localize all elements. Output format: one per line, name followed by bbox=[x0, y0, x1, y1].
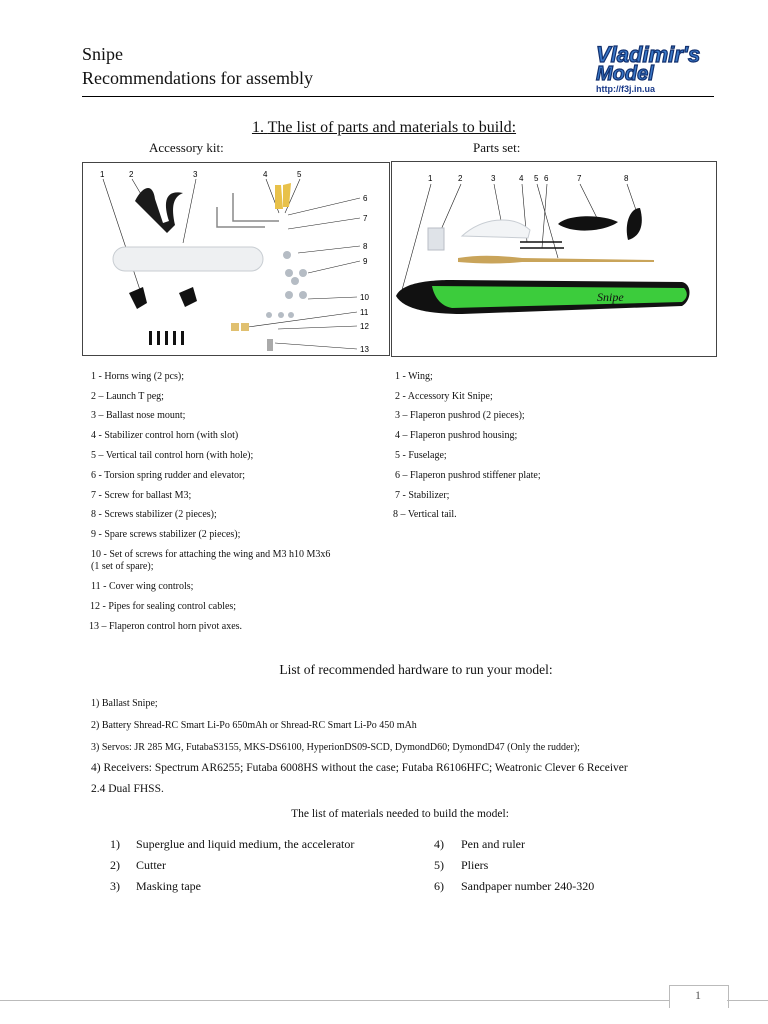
hardware-item: 2.4 Dual FHSS. bbox=[91, 783, 164, 795]
section-heading bbox=[0, 119, 768, 137]
footer-rule bbox=[727, 1000, 768, 1001]
launch-peg bbox=[135, 188, 183, 233]
hardware-item: 4) Receivers: Spectrum AR6255; Futaba 6008HS without the case; Futaba R6106HFC; Weatronic Clever 6 Receiver bbox=[91, 762, 628, 774]
list-item: 12 - Pipes for sealing control cables; bbox=[90, 601, 237, 612]
list-item: 9 - Spare screws stabilizer (2 pieces); bbox=[91, 529, 241, 540]
vertical-tail-horn bbox=[283, 183, 291, 207]
stabilizer bbox=[558, 216, 618, 230]
material-item: Pliers bbox=[461, 858, 489, 872]
torsion-spring bbox=[217, 193, 279, 227]
callout-number: 1 bbox=[428, 174, 433, 183]
doc-title: Snipe bbox=[82, 44, 124, 64]
hardware-item: 3) Servos: JR 285 MG, FutabaS3155, MKS-DS6100, HyperionDS09-SCD, DymondD60; DymondD47 (Only the rudder); bbox=[91, 742, 580, 753]
page-number: 1 bbox=[695, 988, 701, 1002]
material-number: 1) bbox=[110, 837, 120, 851]
material-number: 4) bbox=[434, 837, 444, 851]
list-item: 8 - Screws stabilizer (2 pieces); bbox=[91, 509, 217, 520]
callout-number: 3 bbox=[193, 170, 198, 179]
section-number: 1. bbox=[251, 119, 264, 136]
ballast-mount bbox=[113, 247, 263, 271]
sealing-pipes bbox=[149, 331, 184, 345]
callout-number: 4 bbox=[263, 170, 268, 179]
screws bbox=[266, 251, 307, 318]
material-item: Superglue and liquid medium, the accelerator bbox=[136, 837, 355, 851]
doc-subtitle: Recommendations for assembly bbox=[82, 68, 313, 88]
material-number: 2) bbox=[110, 858, 120, 872]
accessory-kit-list bbox=[91, 370, 391, 640]
callout-number: 11 bbox=[360, 308, 369, 317]
material-number: 3) bbox=[110, 879, 120, 893]
callout-number: 13 bbox=[360, 345, 369, 354]
materials-heading: The list of materials needed to build the model: bbox=[291, 808, 509, 820]
material-item: Pen and ruler bbox=[461, 837, 525, 851]
material-item: Cutter bbox=[136, 858, 166, 872]
footer-rule bbox=[0, 1000, 670, 1001]
callout-number: 8 bbox=[363, 242, 368, 251]
hardware-item: 1) Ballast Snipe; bbox=[91, 698, 158, 709]
list-item: 2 – Launch T peg; bbox=[91, 391, 164, 402]
list-item: 4 – Flaperon pushrod housing; bbox=[395, 430, 518, 441]
fuselage bbox=[458, 256, 654, 264]
material-number: 6) bbox=[434, 879, 444, 893]
list-item: 6 - Torsion spring rudder and elevator; bbox=[91, 470, 246, 481]
logo-url: http://f3j.in.ua bbox=[596, 84, 655, 94]
list-item: 13 – Flaperon control horn pivot axes. bbox=[89, 621, 243, 632]
stabilizer-horn bbox=[275, 185, 283, 209]
callout-number: 6 bbox=[363, 194, 368, 203]
list-item: (1 set of spare); bbox=[91, 561, 154, 572]
pivot-axes bbox=[267, 339, 273, 351]
logo-line2: Model bbox=[596, 63, 654, 85]
parts-set-photo bbox=[391, 161, 717, 357]
callout-number: 3 bbox=[491, 174, 496, 183]
callout-number: 2 bbox=[129, 170, 134, 179]
list-item: 3 – Flaperon pushrod (2 pieces); bbox=[395, 410, 525, 421]
material-item: Masking tape bbox=[136, 879, 201, 893]
accessory-kit-photo bbox=[82, 162, 390, 356]
parts-set-list bbox=[395, 370, 715, 530]
list-item: 1 - Wing; bbox=[395, 371, 433, 382]
callout-number: 12 bbox=[360, 322, 369, 331]
callout-number: 4 bbox=[519, 174, 524, 183]
accessory-kit-label: Accessory kit: bbox=[149, 140, 224, 155]
list-item: 6 – Flaperon pushrod stiffener plate; bbox=[395, 470, 541, 481]
list-item: 5 - Fuselage; bbox=[395, 450, 447, 461]
material-item: Sandpaper number 240-320 bbox=[461, 879, 595, 893]
list-item: 5 – Vertical tail control horn (with hole); bbox=[91, 450, 254, 461]
list-item: 4 - Stabilizer control horn (with slot) bbox=[91, 430, 239, 441]
callout-number: 5 bbox=[534, 174, 539, 183]
pushrod-housing bbox=[462, 220, 530, 238]
callout-number: 8 bbox=[624, 174, 629, 183]
list-item: 7 - Stabilizer; bbox=[395, 490, 450, 501]
wing-horn bbox=[179, 287, 197, 307]
fuselage-decal: Snipe bbox=[597, 290, 624, 304]
hardware-heading: List of recommended hardware to run your model: bbox=[279, 662, 553, 677]
list-item: 1 - Horns wing (2 pcs); bbox=[91, 371, 185, 382]
callout-number: 7 bbox=[577, 174, 582, 183]
wing-cover bbox=[231, 323, 239, 331]
wing-horn bbox=[129, 287, 147, 309]
parts-set-label: Parts set: bbox=[473, 140, 521, 155]
callout-number: 10 bbox=[360, 293, 369, 302]
wing-cover bbox=[241, 323, 249, 331]
accessory-bag bbox=[428, 228, 444, 250]
list-item: 8 – Vertical tail. bbox=[393, 509, 457, 520]
callout-numbers bbox=[428, 174, 629, 183]
list-item: 2 - Accessory Kit Snipe; bbox=[395, 391, 493, 402]
hardware-item: 2) Battery Shread-RC Smart Li-Po 650mAh or Shread-RC Smart Li-Po 450 mAh bbox=[91, 720, 417, 731]
callout-number: 9 bbox=[363, 257, 368, 266]
list-item: 11 - Cover wing controls; bbox=[91, 581, 194, 592]
logo-line1: Vladimir's bbox=[596, 42, 701, 67]
callout-number: 5 bbox=[297, 170, 302, 179]
callout-number: 7 bbox=[363, 214, 368, 223]
callout-number: 1 bbox=[100, 170, 105, 179]
callout-number: 6 bbox=[544, 174, 549, 183]
vertical-tail bbox=[627, 208, 642, 240]
list-item: 3 – Ballast nose mount; bbox=[91, 410, 186, 421]
section-title: The list of parts and materials to build: bbox=[267, 119, 517, 136]
material-number: 5) bbox=[434, 858, 444, 872]
list-item: 7 - Screw for ballast M3; bbox=[91, 490, 192, 501]
header-rule bbox=[82, 96, 714, 97]
callout-number: 2 bbox=[458, 174, 463, 183]
list-item: 10 - Set of screws for attaching the wing and M3 h10 M3x6 bbox=[91, 549, 331, 560]
